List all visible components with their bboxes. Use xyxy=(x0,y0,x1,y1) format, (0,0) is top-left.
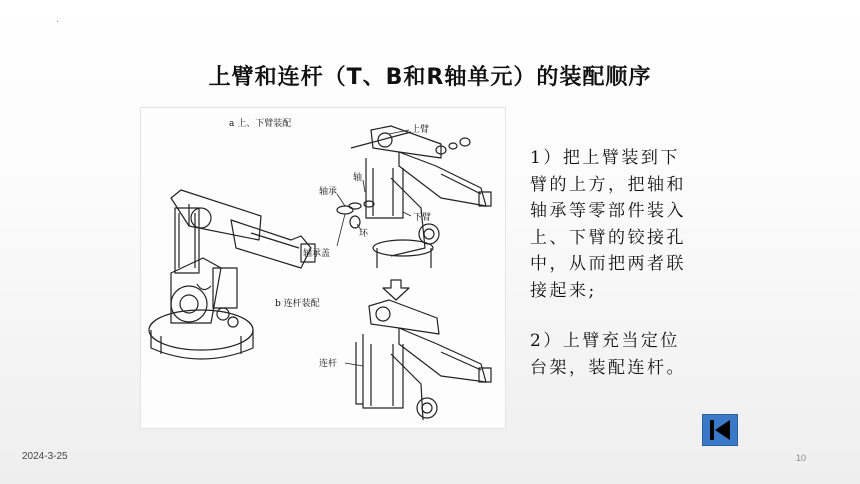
right-robot-bottom xyxy=(356,300,491,420)
caption-b: b 连杆装配 xyxy=(275,299,320,309)
robot-arm-drawing xyxy=(141,108,505,428)
assembly-diagram xyxy=(140,107,506,429)
description-text xyxy=(530,145,730,381)
skip-to-first-icon xyxy=(703,415,737,445)
right-robot-top xyxy=(337,126,491,268)
label-bearing: 轴承 xyxy=(319,187,338,197)
corner-mark: . xyxy=(56,14,60,25)
paragraph-1-line: 轴承等零部件装入 xyxy=(530,201,686,221)
label-ring: 环 xyxy=(359,229,369,239)
label-lower-arm: 下臂 xyxy=(413,213,432,223)
label-link: 连杆 xyxy=(319,359,338,369)
left-robot xyxy=(149,190,315,359)
paragraph-1-line: 中，从而把两者联 xyxy=(530,254,686,274)
label-shaft: 轴 xyxy=(353,173,363,183)
paragraph-gap xyxy=(530,304,730,328)
paragraph-1-line: 1）把上臂装到下 xyxy=(530,148,680,168)
label-upper-arm: 上臂 xyxy=(411,125,430,135)
down-arrow xyxy=(383,280,409,300)
slide-title: 上臂和连杆（T、B和R轴单元）的装配顺序 xyxy=(208,65,652,90)
paragraph-1-line: 接起来; xyxy=(530,280,597,301)
paragraph-2-line: 台架，装配连杆。 xyxy=(530,357,686,378)
slide-page-number: 10 xyxy=(796,453,807,463)
caption-a: a 上、下臂装配 xyxy=(229,119,292,129)
paragraph-1-line: 上、下臂的铰接孔 xyxy=(530,227,686,248)
first-slide-button[interactable] xyxy=(702,414,738,446)
slide-date: 2024-3-25 xyxy=(22,451,68,462)
paragraph-1-line: 臂的上方，把轴和 xyxy=(530,174,686,195)
paragraph-2-line: 2）上臂充当定位 xyxy=(530,331,680,351)
label-bearing-cover: 轴承盖 xyxy=(303,249,331,259)
